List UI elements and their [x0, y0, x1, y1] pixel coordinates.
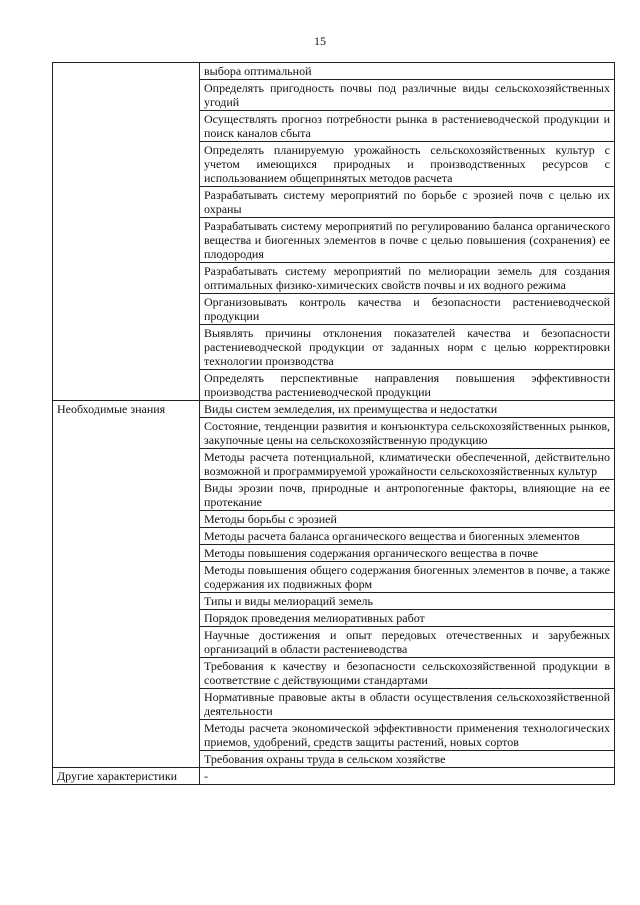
section-label [53, 63, 200, 401]
table-cell: Виды систем земледелия, их преимущества и недостатки [200, 401, 615, 418]
table-cell: Виды эрозии почв, природные и антропогенные факторы, влияющие на ее протекание [200, 480, 615, 511]
table-cell: Методы повышения общего содержания биогенных элементов в почве, а также содержания их подвижных форм [200, 562, 615, 593]
table-cell: Методы расчета баланса органического вещества и биогенных элементов [200, 528, 615, 545]
table-cell: Разрабатывать систему мероприятий по регулированию баланса органического вещества и биогенных элементов в почве с целью повышения (сохранения) ее плодородия [200, 218, 615, 263]
section-label: Необходимые знания [53, 401, 200, 768]
table-cell: выбора оптимальной [200, 63, 615, 80]
table-cell: - [200, 768, 615, 785]
table-cell: Организовывать контроль качества и безопасности растениеводческой продукции [200, 294, 615, 325]
table-cell: Определять пригодность почвы под различные виды сельскохозяйственных угодий [200, 80, 615, 111]
table-cell: Разрабатывать систему мероприятий по борьбе с эрозией почв с целью их охраны [200, 187, 615, 218]
table-cell: Требования охраны труда в сельском хозяйстве [200, 751, 615, 768]
table-row [53, 63, 615, 80]
table-cell: Требования к качеству и безопасности сельскохозяйственной продукции в соответствие с действующими стандартами [200, 658, 615, 689]
table-cell: Выявлять причины отклонения показателей качества и безопасности растениеводческой продукции от заданных норм с целью корректировки технологии производства [200, 325, 615, 370]
table-cell: Определять перспективные направления повышения эффективности производства растениеводческой продукции [200, 370, 615, 401]
table-row [53, 401, 615, 418]
table-cell: Методы повышения содержания органического вещества в почве [200, 545, 615, 562]
table-cell: Научные достижения и опыт передовых отечественных и зарубежных организаций в области растениеводства [200, 627, 615, 658]
section-label: Другие характеристики [53, 768, 200, 785]
table-cell: Состояние, тенденции развития и конъюнктура сельскохозяйственных рынков, закупочные цены на сельскохозяйственную продукцию [200, 418, 615, 449]
table-row [53, 768, 615, 785]
table-cell: Методы расчета потенциальной, климатически обеспеченной, действительно возможной и программируемой урожайности сельскохозяйственных культур [200, 449, 615, 480]
table-cell: Методы расчета экономической эффективности применения технологических приемов, удобрений, средств защиты растений, новых сортов [200, 720, 615, 751]
table-cell: Определять планируемую урожайность сельскохозяйственных культур с учетом имеющихся природных и производственных ресурсов с использованием общепринятых методов расчета [200, 142, 615, 187]
table-cell: Нормативные правовые акты в области осуществления сельскохозяйственной деятельности [200, 689, 615, 720]
table-cell: Методы борьбы с эрозией [200, 511, 615, 528]
requirements-table [52, 62, 615, 785]
table-cell: Порядок проведения мелиоративных работ [200, 610, 615, 627]
table-cell: Разрабатывать систему мероприятий по мелиорации земель для создания оптимальных физико-химических свойств почвы и их водного режима [200, 263, 615, 294]
page-number: 15 [314, 34, 326, 48]
table-cell: Типы и виды мелиораций земель [200, 593, 615, 610]
requirements-table-body [53, 63, 615, 785]
table-cell: Осуществлять прогноз потребности рынка в растениеводческой продукции и поиск каналов сбыта [200, 111, 615, 142]
